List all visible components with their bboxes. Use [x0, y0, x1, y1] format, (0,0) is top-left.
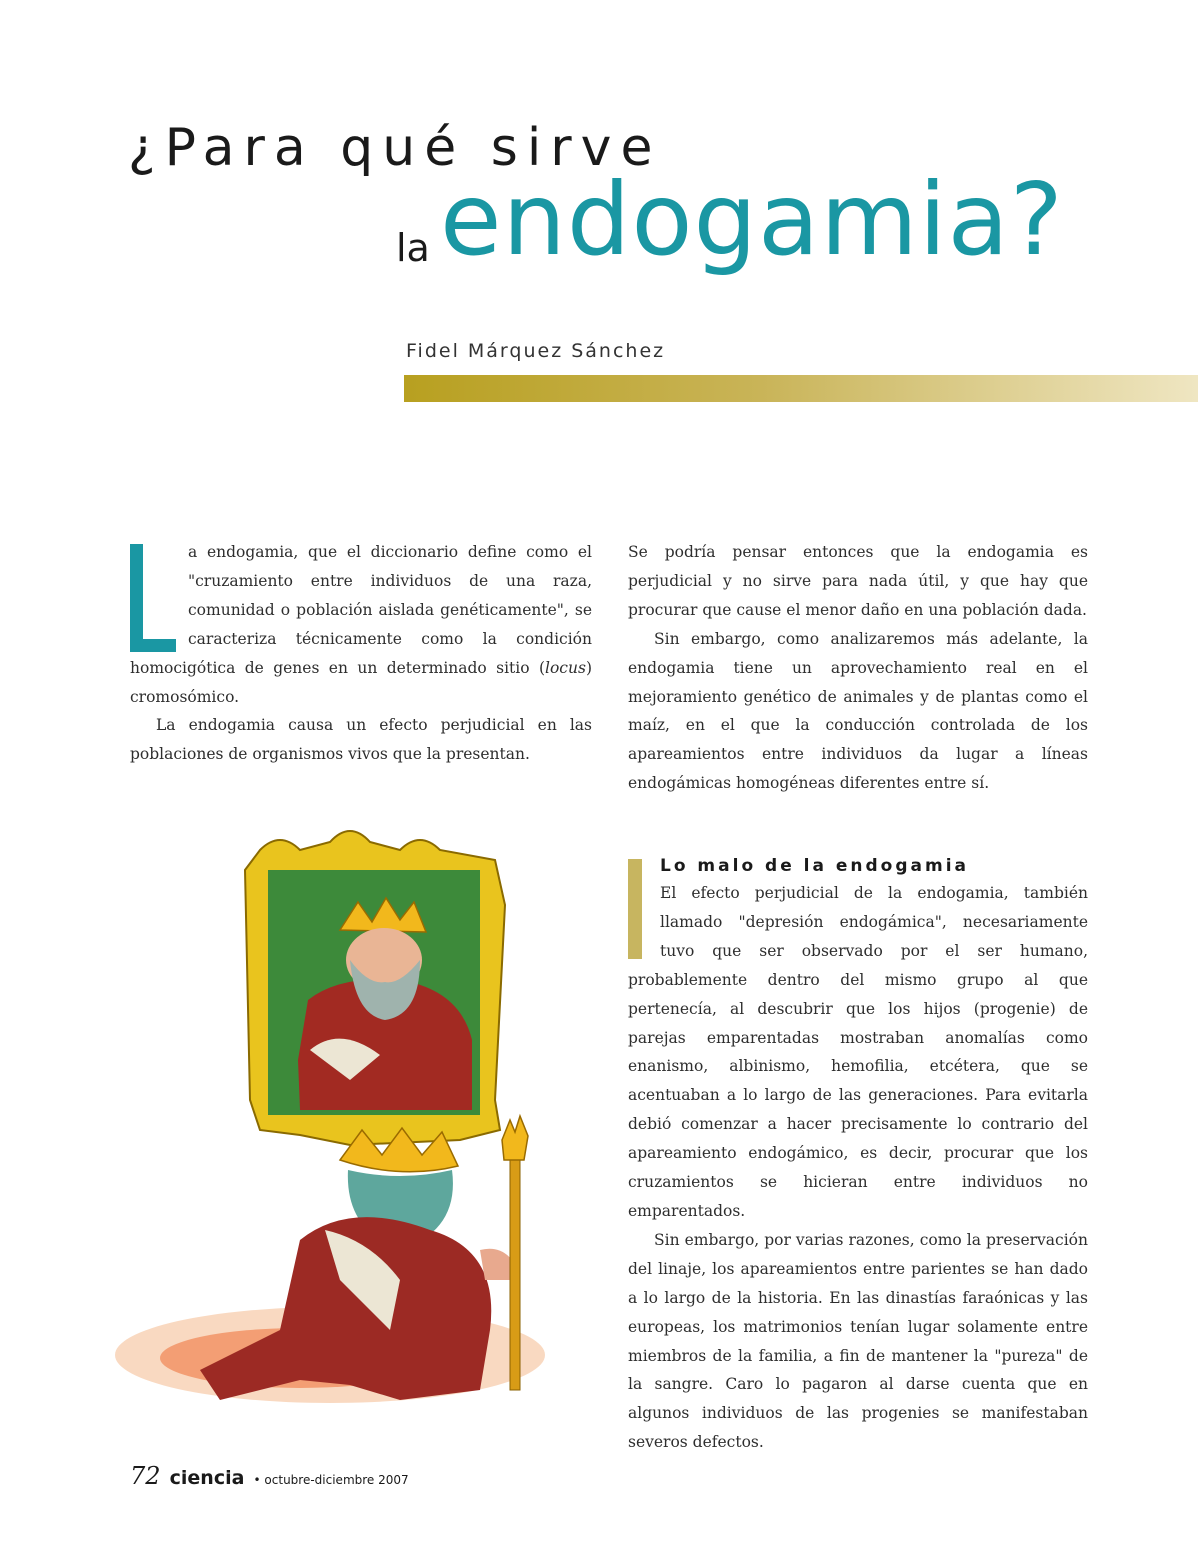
- locus-italic: locus: [545, 658, 586, 677]
- section-lo-malo: [628, 853, 1088, 1457]
- section-heading: Lo malo de la endogamia: [660, 856, 970, 876]
- title-line-1: ¿Para qué sirve: [128, 118, 662, 178]
- page-number: 72: [130, 1462, 161, 1490]
- title-main-word: endogamia?: [440, 161, 1064, 278]
- author-name: Fidel Márquez Sánchez: [406, 340, 666, 362]
- sitting-king: [200, 1116, 528, 1400]
- right-column: [628, 538, 1088, 798]
- left-column: [130, 538, 592, 769]
- title-article-la: la: [396, 226, 430, 270]
- paragraph: Se podría pensar entonces que la endogamia es perjudicial y no sirve para nada útil, y que hay que procurar que cause el menor daño en una población dada.: [628, 543, 1088, 619]
- page-footer: [130, 1462, 409, 1490]
- gold-gradient-bar: [404, 375, 1198, 402]
- paragraph: La endogamia causa un efecto perjudicial en las poblaciones de organismos vivos que la presentan.: [130, 716, 592, 764]
- paragraph: El efecto perjudicial de la endogamia, también llamado "depresión endogámica", necesariamente tuvo que ser observado por el ser humano, probablemente dentro del mismo grupo al que pertenecía, al descubrir que los hijos (progenie) de parejas emparentadas mostraban anomalías como enanismo, albinismo, hemofilia, etcétera, que se acentuaban a lo largo de las generaciones. Para evitarla debió comenzar a hacer precisamente lo contrario del apareamiento endogámico, es decir, procurar que los cruzamientos se hicieran entre individuos no emparentados.: [628, 884, 1088, 1220]
- magazine-name: ciencia: [169, 1467, 245, 1489]
- paragraph: Sin embargo, como analizaremos más adelante, la endogamia tiene un aprovechamiento real en el mejoramiento genético de animales y de plantas como el maíz, en el que la conducción controlada de los apareamientos entre individuos da lugar a líneas endogámicas homogéneas diferentes entre sí.: [628, 629, 1088, 793]
- portrait-frame: [245, 831, 505, 1145]
- kings-illustration: [100, 810, 570, 1420]
- paragraph: Sin embargo, por varias razones, como la preservación del linaje, los apareamientos entre parientes se han dado a lo largo de la historia. En las dinastías faraónicas y las europeas, los matrimonios tenían lugar solamente entre miembros de la familia, a fin de mantener la "pureza" de la sangre. Caro lo pagaron al darse cuenta que en algunos individuos de las progenies se manifestaban severos defectos.: [628, 1230, 1088, 1452]
- intro-paragraph: a endogamia, que el diccionario define como el "cruzamiento entre individuos de una raza, comunidad o población aislada genéticamente", se caracteriza técnicamente como la condición homocigótica de genes en un determinado sitio (locus) cromosómico.: [130, 543, 592, 706]
- drop-cap-bar: [628, 859, 642, 959]
- drop-cap-l: [130, 544, 178, 652]
- issue-date: • octubre-diciembre 2007: [253, 1473, 409, 1487]
